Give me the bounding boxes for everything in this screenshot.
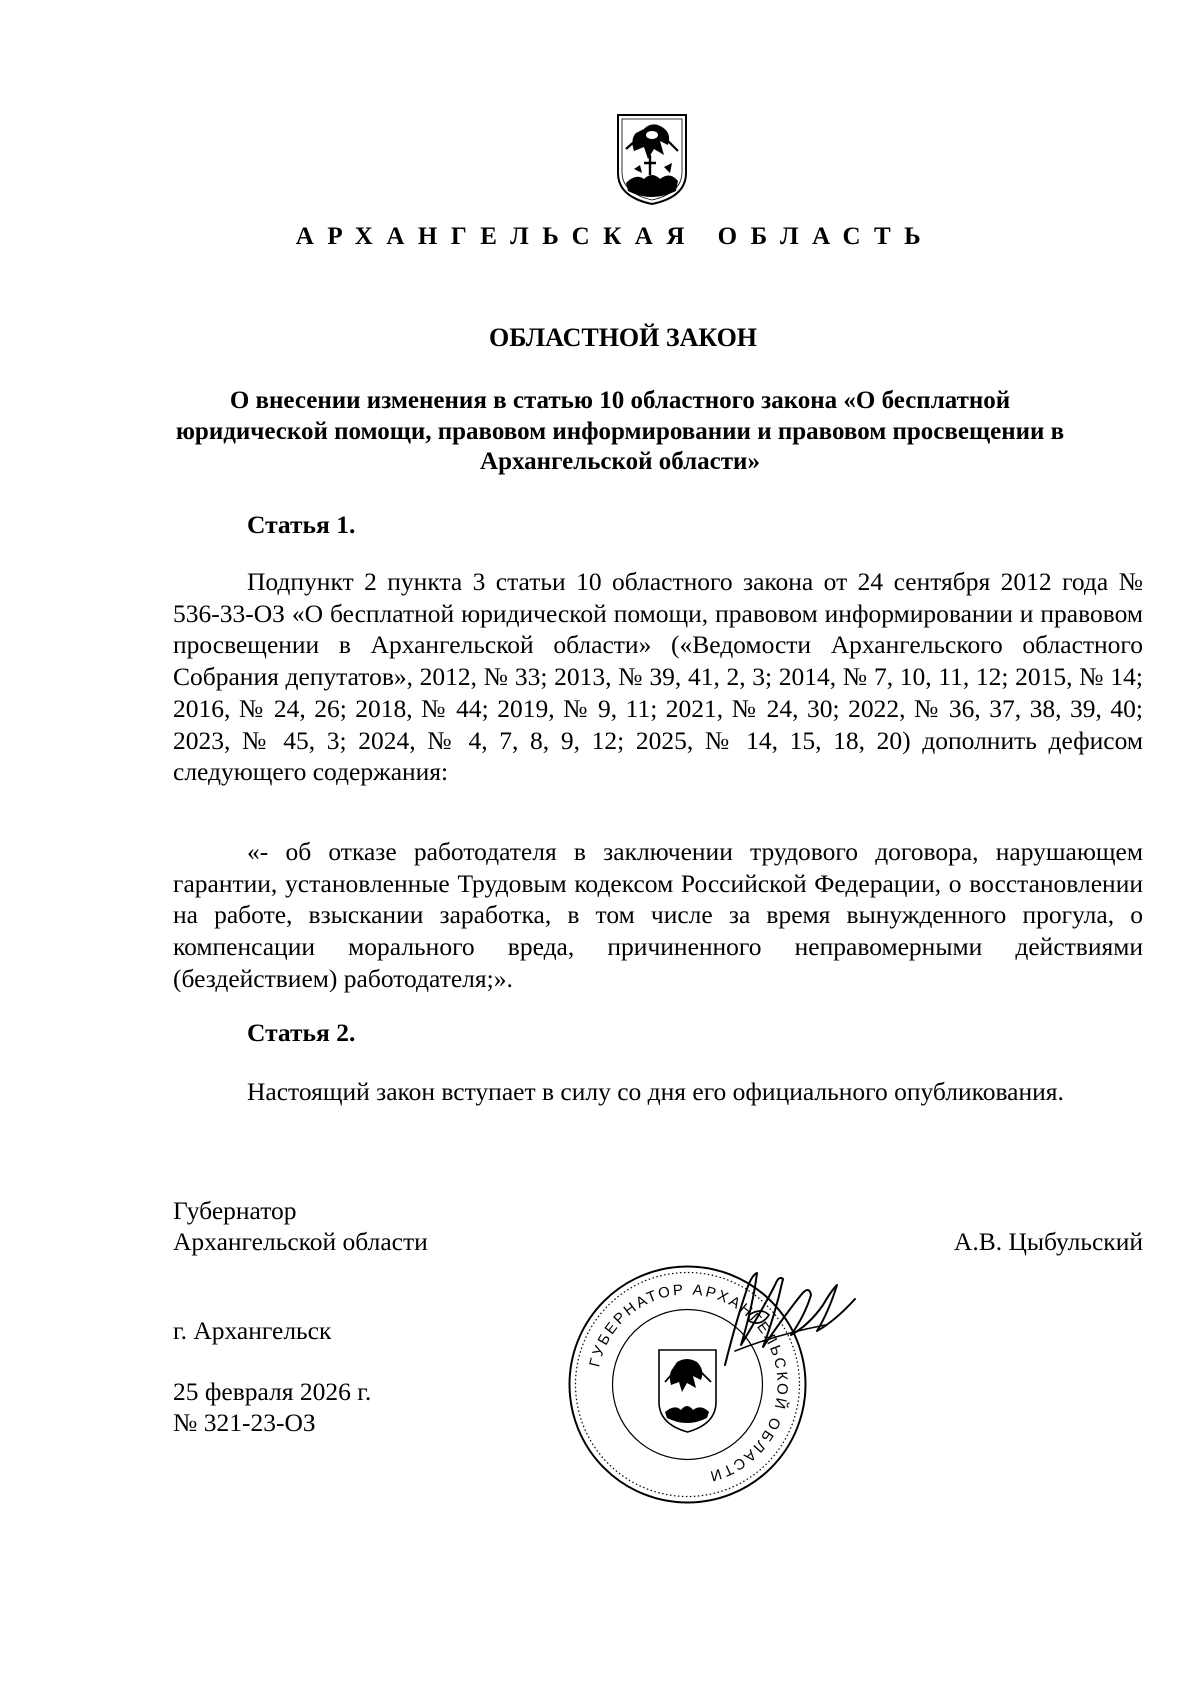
city: г. Архангельск [173, 1316, 332, 1345]
coat-of-arms-emblem [614, 111, 690, 207]
document-number: № 321-23-ОЗ [173, 1408, 316, 1437]
document-date: 25 февраля 2026 г. [173, 1377, 372, 1406]
article-2-paragraph-1: Настоящий закон вступает в силу со дня его официального опубликования. [247, 1077, 1064, 1106]
article-1-paragraph-2: «- об отказе работодателя в заключении трудового договора, нарушающем гарантии, установленные Трудовым кодексом Российской Федерации, о восстановлении на работе, взыскании заработка, в том числе за время вынужденного прогула, о компенсации морального вреда, причиненного неправомерными действиями (бездействием) работодателя;». [173, 837, 1143, 993]
region-name: АРХАНГЕЛЬСКАЯ ОБЛАСТЬ [295, 223, 935, 250]
article-2-heading: Статья 2. [247, 1018, 356, 1047]
signatory-name: А.В. Цыбульский [953, 1227, 1143, 1256]
article-1-paragraph-1: Подпункт 2 пункта 3 статьи 10 областного закона от 24 сентября 2012 года № 536-33-ОЗ «О бесплатной юридической помощи, правовом информировании и правовом просвещении в Архангельской области» («Ведомости Архангельского областного Собрания депутатов», 2012, № 33; 2013, № 39, 41, 2, 3; 2014, № 7, 10, 11, 12; 2015, № 14; 2016, № 24, 26; 2018, № 44; 2019, № 9, 11; 2021, № 24, 30; 2022, № 36, 37, 38, 39, 40; 2023, № 45, 3; 2024, № 4, 7, 8, 9, 12; 2025, № 14, 15, 18, 20) дополнить дефисом следующего содержания: [173, 567, 1143, 787]
document-title: О внесении изменения в статью 10 областного закона «О бесплатной юридической помощи, правовом информировании и правовом просвещении в Архангельской области» [175, 387, 1065, 475]
signatory-position-line-1: Губернатор [173, 1196, 297, 1225]
article-1-heading: Статья 1. [247, 510, 356, 539]
handwritten-signature [705, 1255, 865, 1385]
signatory-position-line-2: Архангельской области [173, 1227, 428, 1256]
svg-text:ГУБЕРНАТОР АРХАНГЕЛЬСКОЙ ОБЛАС: ГУБЕРНАТОР АРХАНГЕЛЬСКОЙ ОБЛАСТИ [586, 1281, 791, 1486]
document-type: ОБЛАСТНОЙ ЗАКОН [488, 323, 758, 352]
